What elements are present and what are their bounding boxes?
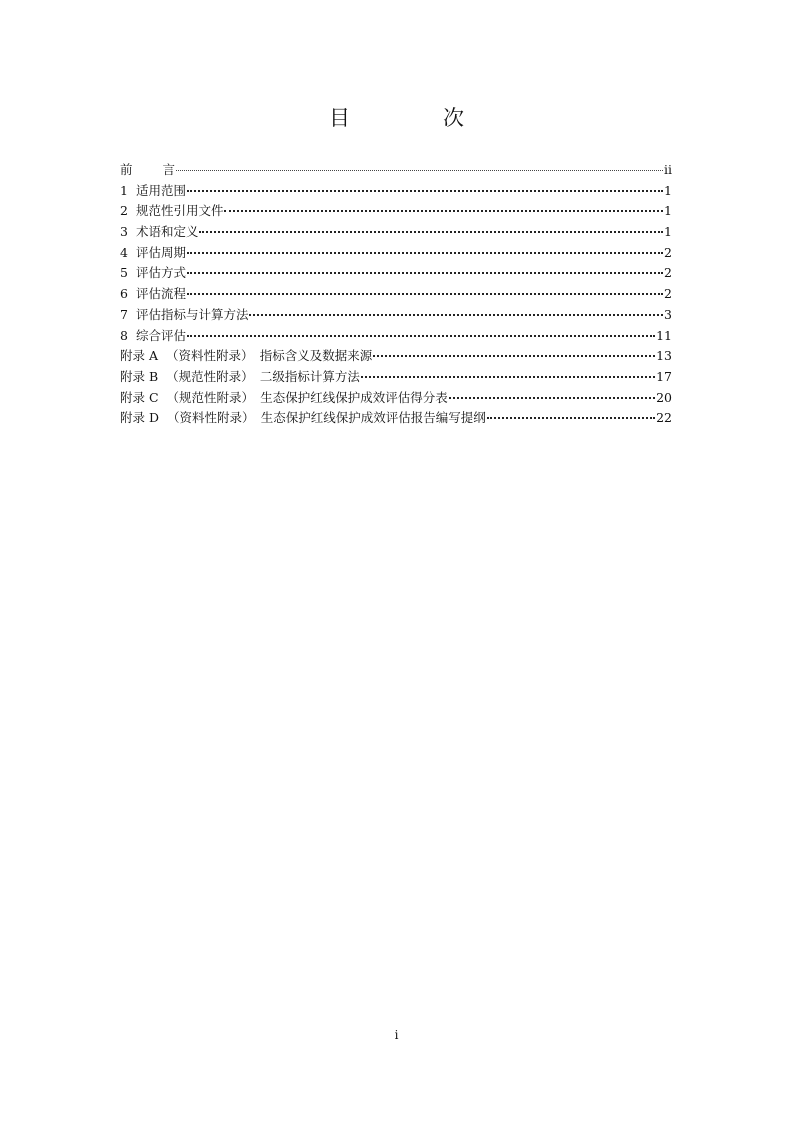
toc-entry-page: 13 [656,348,672,364]
toc-entry-page: 11 [656,327,672,343]
toc-entry-number: 附录 D [120,410,159,426]
toc-dot-leader [187,271,663,274]
toc-entry-label [120,367,360,388]
toc-dot-leader [224,209,663,212]
toc-entry-number: 2 [120,203,128,219]
toc-entry-label [120,243,186,264]
toc-entry-label [120,284,186,305]
toc-entry-label [120,346,372,367]
toc-dot-leader [187,292,663,295]
toc-entry-number: 附录 A [120,348,159,364]
toc-entry[interactable] [120,160,672,181]
toc-entry-page: 22 [656,410,672,426]
toc-entry-number: 7 [120,306,128,322]
toc-entry-title: （资料性附录） 指标含义及数据来源 [166,348,373,364]
toc-entry-title: （规范性附录） 二级指标计算方法 [166,368,360,384]
toc-dot-leader [373,354,655,357]
toc-entry-title: （资料性附录） 生态保护红线保护成效评估报告编写提纲 [167,410,486,426]
toc-entry[interactable] [120,263,672,284]
toc-dot-leader [187,334,655,337]
toc-dot-leader [487,416,655,419]
toc-entry-label [120,222,198,243]
toc-entry[interactable] [120,305,672,326]
toc-entry-page: ii [664,162,672,177]
toc-entry-number: 4 [120,244,128,260]
toc-entry-page: 20 [656,389,672,405]
toc-entry-label [120,305,248,326]
toc-entry-number: 前 [120,162,133,177]
toc-entry-page: 1 [664,224,672,240]
toc-entry-page: 17 [656,368,672,384]
toc-entry-title: 评估方式 [135,265,186,281]
toc-entry-page: 3 [664,306,672,322]
toc-entry-title: 术语和定义 [135,224,199,240]
toc-entry-title: 言 [162,162,176,177]
toc-entry-label [120,160,175,181]
page-title: 目 次 [329,106,500,130]
toc-entry-page: 2 [664,265,672,281]
toc-entry-number: 附录 B [120,368,159,384]
toc-entry-number: 1 [120,182,128,198]
toc-entry-page: 2 [664,244,672,260]
toc-entry[interactable] [120,408,672,429]
toc-entry[interactable] [120,346,672,367]
toc-entry-title: 规范性引用文件 [135,203,224,219]
toc-dot-leader [199,230,663,233]
page-number: i [394,1028,399,1042]
toc-dot-leader [449,396,655,399]
toc-entry-number: 5 [120,265,128,281]
toc-entry-title: 适用范围 [135,182,186,198]
toc-entry-label [120,388,448,409]
toc-entry-page: 2 [664,286,672,302]
toc-dot-leader [249,313,663,316]
toc-entry-label [120,263,186,284]
toc-entry-number: 附录 C [120,389,159,405]
toc-entry[interactable] [120,222,672,243]
toc-entry[interactable] [120,388,672,409]
toc-entry[interactable] [120,181,672,202]
table-of-contents [120,160,672,429]
toc-dot-leader [187,251,663,254]
toc-entry-number: 6 [120,286,128,302]
toc-entry[interactable] [120,284,672,305]
toc-entry-title: 评估指标与计算方法 [135,306,249,322]
toc-entry-number: 3 [120,224,128,240]
toc-entry-title: 综合评估 [135,327,186,343]
toc-entry-label [120,326,186,347]
toc-entry-page: 1 [664,182,672,198]
toc-entry-page: 1 [664,203,672,219]
toc-dot-leader [176,169,663,171]
toc-entry-label [120,181,186,202]
toc-entry[interactable] [120,326,672,347]
toc-dot-leader [361,375,655,378]
toc-entry-label [120,408,486,429]
toc-entry-title: 评估流程 [135,286,186,302]
toc-entry[interactable] [120,201,672,222]
toc-entry[interactable] [120,243,672,264]
toc-dot-leader [187,189,663,192]
toc-entry-title: 评估周期 [135,244,186,260]
toc-entry-number: 8 [120,327,128,343]
toc-entry-label [120,201,223,222]
toc-entry-title: （规范性附录） 生态保护红线保护成效评估得分表 [166,389,448,405]
toc-entry[interactable] [120,367,672,388]
